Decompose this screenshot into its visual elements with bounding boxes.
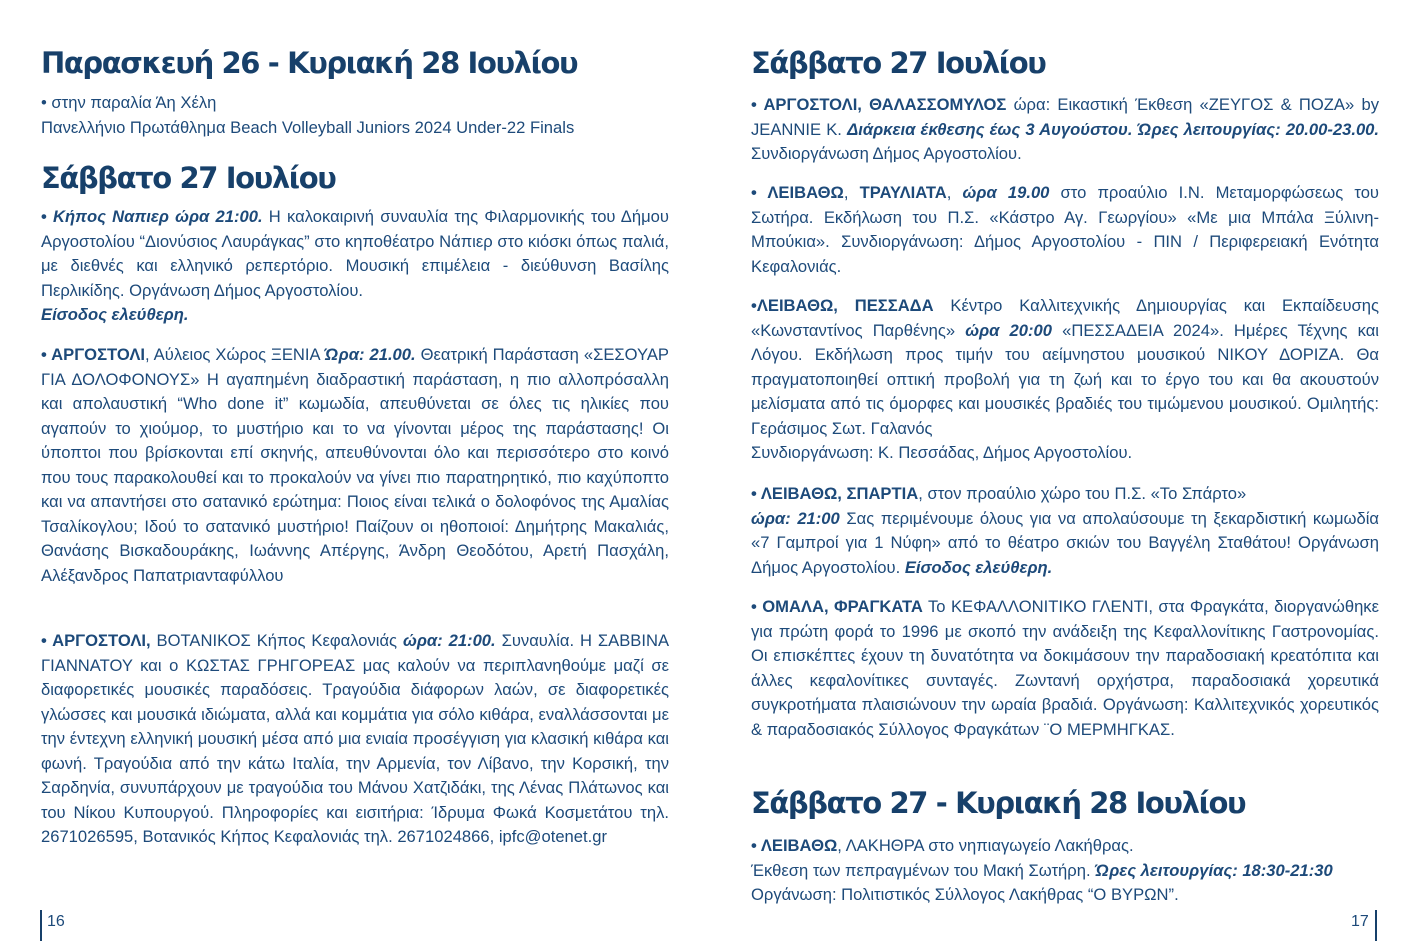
event-description: «ΠΕΣΣΑΔΕΙΑ 2024». Ημέρες Τέχνης και Λόγου. Εκδήλωση προς τιμήν του αείμνηστου μουσικού ΝΙΚΟΥ ΔΟΡΙΖΑ. Θα πραγματοποιηθεί οπτική προβολή για τη ζωή και το έργο του και θα ακουστούν μελίσματα από τις όμορφες και μουσικές βραδιές του τιμώμενου μουσικού. Ομιλητής: Γεράσιμος Σωτ. Γαλανός [751,320,1379,438]
event-time: ώρα 19.00 [962,183,1050,202]
event-bullet: • [751,95,764,114]
event-description: Σας περιμένουμε όλους για να απολαύσουμε τη ξεκαρδιστική κωμωδία «7 Γαμπροί για 1 Νύφη» από το θέατρο σκιών του Βαγγέλη Σταθάτου! Οργάνωση Δήμος Αργοστολίου. [751,508,1379,577]
page-number: 17 [1351,913,1369,930]
event-separator: , [843,183,860,202]
event-item [751,834,1379,908]
event-place: ΛΕΙΒΑΘΩ, ΣΠΑΡΤΙΑ [760,484,919,503]
event-item [751,93,1379,167]
event-description: στο προαύλιο Ι.Ν. Μεταμορφώσεως του Σωτήρα. Εκδήλωση του Π.Σ. «Κάστρο Αγ. Γεωργίου» «Με μια Μπάλα Ξύλινη-Μπούκια». Συνδιοργάνωση: Δήμος Αργοστολίου - ΠΙΝ / Περιφερειακή Ενότητα Κεφαλονιάς. [751,183,1379,276]
event-place: Κήπος Ναπιερ [53,207,169,226]
event-bullet: • [41,207,54,226]
event-note: Είσοδος ελεύθερη. [904,557,1053,577]
event-time: ώρα 21:00. [168,207,263,226]
event-place: ΛΕΙΒΑΘΩ [760,836,838,855]
event-place: ΑΡΓΟΣΤΟΛΙ [51,345,146,364]
event-item [751,482,1379,580]
event-place: ΛΕΙΒΑΘΩ, ΠΕΣΣΑΔΑ [756,296,934,315]
page-number-rule [1375,910,1377,941]
event-item [751,181,1379,279]
event-item [41,343,669,588]
event-time: Ώρα: 21.00. [324,345,416,364]
event-time: ώρα: 21:00. [402,631,496,650]
event-item [751,294,1379,466]
event-time: ώρα: 21:00 [751,508,840,528]
event-organizer: Συνδιοργάνωση: Κ. Πεσσάδας, Δήμος Αργοστολίου. [751,443,1133,462]
event-item [41,205,669,328]
event-description: Θεατρική Παράσταση «ΣΕΣΟΥΑΡ ΓΙΑ ΔΟΛΟΦΟΝΟΥΣ» Η αγαπημένη διαδραστική παράσταση, η πιο αλλοπρόσαλλη και απολαυστική “Who done it” κωμωδία, απευθύνεται σε όλες τις ηλικίες που αγαπούν το χιούμορ, το μυστήριο και το να γίνονται μέρος της παράστασης! Οι ύποπτοι που βρίσκονται επί σκηνής, απευθύνονται όλο και περισσότερο στο κοινό που τους παρακολουθεί και το προκαλούν να γίνει πιο παρατηρητικό, πιο καχύποπτο και να απαντήσει στο σατανικό ερώτημα: Ποιος είναι τελικά ο δολοφόνος της Αμαλίας Τσαλίκογλου; Ιδού το σατανικό μυστήριο! Παίζουν οι ηθοποιοί: Δημήτρης Μακαλιάς, Θανάσης Βισκαδουράκης, Ιωάννης Απέργης, Άνδρη Θεοδότου, Αρετή Πασχάλη, Αλέξανδρος Παπατριανταφύλλου [41,345,669,585]
event-venue: ώρα: Εικαστική Έκθεση «ΖΕΥΓΟΣ & ΠΟΖΑ» by JEANNIE K. [751,95,1379,139]
event-item [41,629,669,850]
intro-block [41,91,669,140]
event-place: ΛΕΙΒΑΘΩ [767,183,844,202]
event-bullet: • [751,597,763,616]
event-separator: , [946,183,963,202]
event-description: Το ΚΕΦΑΛΛΟΝΙΤΙΚΟ ΓΛΕΝΤΙ, στα Φραγκάτα, διοργανώθηκε για πρώτη φορά το 1996 με σκοπό την ανάδειξη της Κεφαλλονίτικης Γαστρονομίας. Οι επισκέπτες έχουν τη δυνατότητα να δοκιμάσουν την παραδοσιακή κρεατόπιτα και άλλες κεφαλονίτικες συνταγές. Ζωντανή ορχήστρα, παραδοσιακά χορευτικά συγκροτήματα πλαισιώνουν την ωραία βραδιά. Οργάνωση: Καλλιτεχνικός χορευτικός & παραδοσιακός Σύλλογος Φραγκάτων ¨Ο ΜΕΡΜΗΓΚΑΣ. [751,597,1379,739]
page-heading: Παρασκευή 26 - Κυριακή 28 Ιουλίου [41,46,578,80]
intro-line: • στην παραλία Άη Χέλη [41,93,217,112]
event-venue: Κέντρο Καλλιτεχνικής Δημιουργίας και Εκπαίδευσης «Κωνσταντίνος Παρθένης» [751,296,1379,340]
event-venue: ΒΟΤΑΝΙΚΟΣ Κήπος Κεφαλονιάς [150,631,403,650]
section-heading: Σάββατο 27 Ιουλίου [41,161,336,195]
event-place: ΟΜΑΛΑ, ΦΡΑΓΚΑΤΑ [762,597,923,616]
event-place: ΑΡΓΟΣΤΟΛΙ, [52,631,151,650]
page-number-rule [40,910,42,941]
event-description: Η καλοκαιρινή συναυλία της Φιλαρμονικής του Δήμου Αργοστολίου “Διονύσιος Λαυράγκας” στο κηποθέατρο Νάπιερ στο κιόσκι όπως παλιά, με διεθνές και ελληνικό ρεπερτόριο. Μουσική επιμέλεια - διεύθυνση Βασίλης Περλικίδης. Οργάνωση Δήμος Αργοστολίου. [41,207,669,300]
event-description: Έκθεση των πεπραγμένων του Μακή Σωτήρη. [751,860,1096,880]
event-description: Συνδιοργάνωση Δήμος Αργοστολίου. [751,144,1022,163]
event-place: ΑΡΓΟΣΤΟΛΙ, ΘΑΛΑΣΣΟΜΥΛΟΣ [763,95,1007,114]
event-organizer: Οργάνωση: Πολιτιστικός Σύλλογος Λακήθρας “Ο ΒΥΡΩΝ”. [751,885,1179,904]
event-description: Συναυλία. Η ΣΑΒΒΙΝΑ ΓΙΑΝΝΑΤΟΥ και ο ΚΩΣΤΑΣ ΓΡΗΓΟΡΕΑΣ μας καλούν να περιπλανηθούμε μαζί σε διαφορετικές μουσικές παραδόσεις. Τραγούδια διάφορων λαών, σε διαφορετικές γλώσσες και μουσικά ιδιώματα, αλλά και κομμάτια για σόλο κιθάρα, εναλλάσσονται με την έντεχνη ελληνική μουσική μέσα από μια ενιαία προσέγγιση για κλασική κιθάρα και φωνή. Τραγούδια από την κάτω Ιταλία, την Αρμενία, τον Λίβανο, την Κορσική, την Σαρδηνία, συνυπάρχουν με τραγούδια του Μάνου Χατζιδάκι, της Λένας Πλάτωνος και του Νίκου Κυπουργού. Πληροφορίες και εισιτήρια: Ίδρυμα Φωκά Κοσμετάτου τηλ. 2671026595, Βοτανικός Κήπος Κεφαλονιάς τηλ. 2671024866, ipfc@otenet.gr [41,631,670,846]
event-venue: , στον προαύλιο χώρο του Π.Σ. «Το Σπάρτο» [918,484,1247,503]
page-number: 16 [47,913,65,930]
event-item [751,595,1379,742]
event-venue: , ΛΑΚΗΘΡΑ στο νηπιαγωγείο Λακήθρας. [837,836,1134,855]
event-bullet: • [41,345,52,364]
section-heading: Σάββατο 27 - Κυριακή 28 Ιουλίου [751,786,1246,820]
event-note: Είσοδος ελεύθερη. [41,305,189,324]
event-time: ώρα 20:00 [965,320,1052,340]
event-bullet: • [751,484,761,503]
event-bullet: • [751,296,757,315]
page-heading: Σάββατο 27 Ιουλίου [751,46,1046,80]
event-place: ΤΡΑΥΛΙΑΤΑ [859,183,947,202]
event-time: Διάρκεια έκθεσης έως 3 Αυγούστου. Ώρες λειτουργίας: 20.00-23.00. [847,119,1380,139]
event-bullet: • [751,183,768,202]
intro-line: Πανελλήνιο Πρωτάθλημα Beach Volleyball Juniors 2024 Under-22 Finals [41,117,575,137]
event-venue: , Αύλειος Χώρος ΞΕΝΙΑ [145,345,325,364]
event-time: Ώρες λειτουργίας: 18:30-21:30 [1095,860,1333,880]
event-bullet: • [751,836,761,855]
event-bullet: • [41,631,53,650]
